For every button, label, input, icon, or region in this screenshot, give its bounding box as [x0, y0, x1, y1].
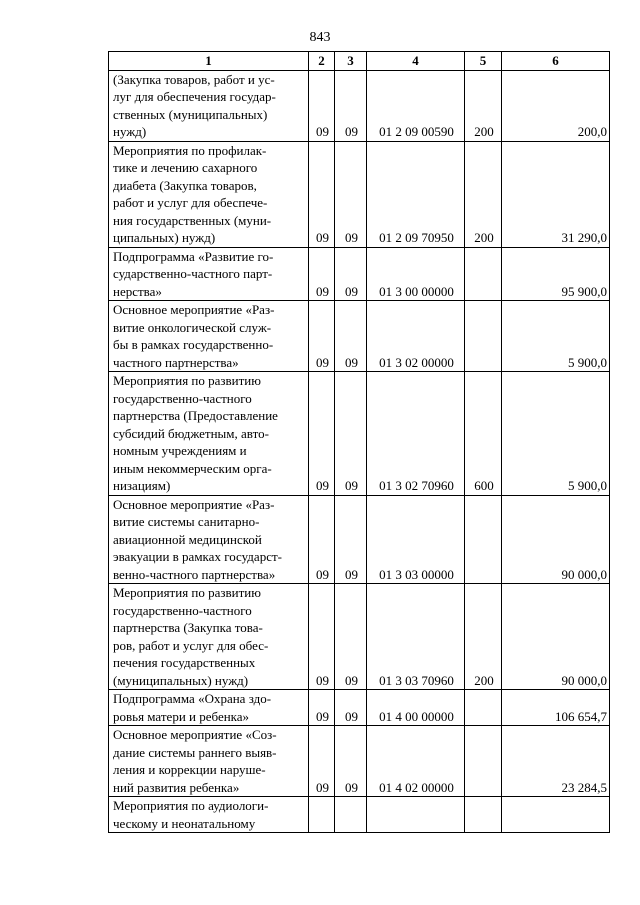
table-row	[109, 70, 610, 141]
row-section-cell: 09	[309, 70, 335, 141]
row-subsection-cell: 09	[335, 247, 367, 301]
row-section-cell: 09	[309, 584, 335, 690]
table-row	[109, 495, 610, 584]
row-name-cell: Основное мероприятие «Раз- витие онкологической служ- бы в рамках государственно- частного партнерства»	[109, 301, 309, 372]
row-amount-cell: 106 654,7	[502, 690, 610, 726]
row-expense-type-cell	[465, 495, 502, 584]
row-expense-type-cell	[465, 690, 502, 726]
row-target-code-cell: 01 3 00 00000	[367, 247, 465, 301]
row-target-code-cell: 01 4 02 00000	[367, 726, 465, 797]
row-target-code-cell: 01 3 03 00000	[367, 495, 465, 584]
row-name-cell: (Закупка товаров, работ и ус- луг для обеспечения государ- ственных (муниципальных) нужд)	[109, 70, 309, 141]
row-amount-cell	[502, 797, 610, 833]
row-name-cell: Мероприятия по аудиологи- ческому и неонатальному	[109, 797, 309, 833]
row-section-cell: 09	[309, 247, 335, 301]
budget-table	[108, 51, 610, 833]
row-name-cell: Мероприятия по развитию государственно-частного партнерства (Предоставление субсидий бюджетным, авто- номным учреждениям и иным некоммерческим орга- низациям)	[109, 372, 309, 496]
row-expense-type-cell: 600	[465, 372, 502, 496]
row-section-cell: 09	[309, 141, 335, 247]
row-section-cell: 09	[309, 726, 335, 797]
row-name-cell: Основное мероприятие «Раз- витие системы санитарно- авиационной медицинской эвакуации в рамках государст- венно-частного партнерства»	[109, 495, 309, 584]
row-amount-cell: 23 284,5	[502, 726, 610, 797]
row-expense-type-cell: 200	[465, 70, 502, 141]
row-name-cell: Подпрограмма «Развитие го- сударственно-частного парт- нерства»	[109, 247, 309, 301]
table-row	[109, 726, 610, 797]
table-row	[109, 301, 610, 372]
row-amount-cell: 90 000,0	[502, 495, 610, 584]
table-header-row	[109, 52, 610, 71]
column-header-4: 4	[367, 52, 465, 71]
row-subsection-cell: 09	[335, 372, 367, 496]
column-header-1: 1	[109, 52, 309, 71]
row-amount-cell: 95 900,0	[502, 247, 610, 301]
row-name-cell: Подпрограмма «Охрана здо- ровья матери и ребенка»	[109, 690, 309, 726]
row-amount-cell: 5 900,0	[502, 372, 610, 496]
row-target-code-cell: 01 3 02 70960	[367, 372, 465, 496]
row-expense-type-cell: 200	[465, 584, 502, 690]
page-number: 843	[309, 30, 331, 45]
table-row	[109, 372, 610, 496]
column-header-5: 5	[465, 52, 502, 71]
row-target-code-cell: 01 3 02 00000	[367, 301, 465, 372]
row-amount-cell: 200,0	[502, 70, 610, 141]
row-section-cell	[309, 797, 335, 833]
row-section-cell: 09	[309, 495, 335, 584]
row-section-cell: 09	[309, 372, 335, 496]
row-section-cell: 09	[309, 690, 335, 726]
table-row	[109, 690, 610, 726]
table-row	[109, 141, 610, 247]
row-expense-type-cell	[465, 247, 502, 301]
row-target-code-cell: 01 3 03 70960	[367, 584, 465, 690]
row-amount-cell: 5 900,0	[502, 301, 610, 372]
row-subsection-cell: 09	[335, 690, 367, 726]
row-subsection-cell: 09	[335, 70, 367, 141]
column-header-2: 2	[309, 52, 335, 71]
row-amount-cell: 31 290,0	[502, 141, 610, 247]
row-name-cell: Мероприятия по развитию государственно-частного партнерства (Закупка това- ров, работ и услуг для обес- печения государственных (муниципальных) нужд)	[109, 584, 309, 690]
row-subsection-cell	[335, 797, 367, 833]
row-amount-cell: 90 000,0	[502, 584, 610, 690]
column-header-6: 6	[502, 52, 610, 71]
row-expense-type-cell: 200	[465, 141, 502, 247]
table-row	[109, 797, 610, 833]
row-section-cell: 09	[309, 301, 335, 372]
row-subsection-cell: 09	[335, 584, 367, 690]
table-row	[109, 584, 610, 690]
table-row	[109, 247, 610, 301]
row-name-cell: Основное мероприятие «Соз- дание системы раннего выяв- ления и коррекции наруше- ний развития ребенка»	[109, 726, 309, 797]
row-subsection-cell: 09	[335, 495, 367, 584]
row-expense-type-cell	[465, 797, 502, 833]
row-target-code-cell: 01 2 09 00590	[367, 70, 465, 141]
row-target-code-cell	[367, 797, 465, 833]
row-subsection-cell: 09	[335, 301, 367, 372]
row-target-code-cell: 01 2 09 70950	[367, 141, 465, 247]
row-expense-type-cell	[465, 726, 502, 797]
column-header-3: 3	[335, 52, 367, 71]
row-subsection-cell: 09	[335, 726, 367, 797]
row-name-cell: Мероприятия по профилак- тике и лечению сахарного диабета (Закупка товаров, работ и услуг для обеспече- ния государственных (муни- ципальных) нужд)	[109, 141, 309, 247]
row-subsection-cell: 09	[335, 141, 367, 247]
row-target-code-cell: 01 4 00 00000	[367, 690, 465, 726]
row-expense-type-cell	[465, 301, 502, 372]
